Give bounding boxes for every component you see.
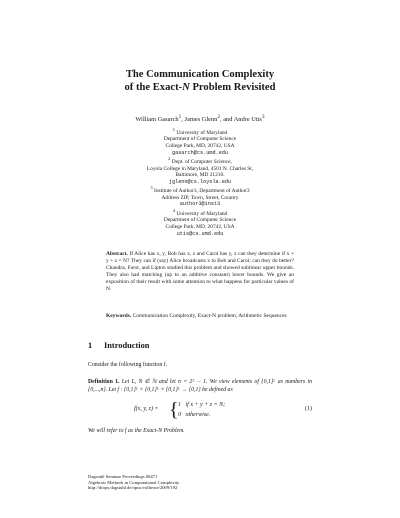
section-title: Introduction <box>104 341 150 350</box>
affiliation-2-email[interactable]: jglenn@cs.loyola.edu <box>168 178 232 185</box>
keywords-text: Communication Complexity, Exact-N problem, Arithmetic Sequences <box>132 313 287 319</box>
proceedings-footer <box>88 474 179 491</box>
definition-1 <box>88 378 312 394</box>
equation-case-1: 1 if x + y + z = N; <box>178 402 226 408</box>
definition-label: Definition 1. <box>88 379 120 385</box>
affiliation-3: $^3$ Institute of Author3, Department of Author3 Address ZIP, Town, Street, Country author3@inst3 <box>0 185 400 208</box>
keywords-label: Keywords. <box>106 313 132 319</box>
will-refer-sentence: We will refer to f as the Exact-N Problem. <box>88 428 185 434</box>
author-1: William Gasarch <box>135 116 179 124</box>
left-brace: { <box>169 399 179 421</box>
author-3: Andre Utis <box>233 116 262 124</box>
equation-case-2: 0 otherwise. <box>178 412 211 418</box>
footer-line-2: Algebraic Methods in Computational Complexity <box>88 479 180 485</box>
affiliations <box>0 127 400 237</box>
title-line-1: The Communication Complexity <box>125 69 275 80</box>
definition-text: Let L, N ∈ ℕ and let n = 2ᴸ − 1. We view elements of {0,1}ᴸ as numbers in {0,...,n}. Let f : {0,1}ᴸ × {0,1}ᴸ × {0,1}ᴸ → {0,1} be defined as <box>88 379 312 393</box>
title-line-2: of the Exact-N Problem Revisited <box>124 82 276 93</box>
affiliation-4: $^4$ University of Maryland Department of Computer Science College Park, MD, 20742, USA utis@cs.umd.edu <box>0 208 400 237</box>
section-heading <box>88 341 149 350</box>
paper-title <box>0 68 400 94</box>
author-2: James Glenn <box>184 116 218 124</box>
footer-line-1: Dagstuhl Seminar Proceedings 06471 <box>88 474 158 479</box>
section-number: 1 <box>88 341 93 350</box>
author-list: William Gasarch$^1$, James Glenn$^2$, and Andre Utis$^3$ <box>135 114 265 124</box>
affiliation-1-email[interactable]: gasarch@cs.umd.edu <box>171 149 229 156</box>
footer-url[interactable]: http://drops.dagstuhl.de/opus/volltexte/2009/192 <box>88 485 178 491</box>
equation-1 <box>134 400 312 422</box>
affiliation-1: $^1$ University of Maryland Department of Computer Science College Park, MD, 20742, USA gasarch@cs.umd.edu <box>0 127 400 156</box>
equation-lhs: f(x, y, z) = <box>134 406 159 412</box>
abstract-label: Abstract. <box>106 251 128 257</box>
equation-number: (1) <box>305 406 312 412</box>
keywords <box>106 313 294 320</box>
affiliation-4-email[interactable]: utis@cs.umd.edu <box>176 230 224 237</box>
intro-paragraph: Consider the following function f. <box>88 362 168 368</box>
affiliation-2: $^2$ Dept. of Computer Science, Loyola College in Maryland, 4501 N. Charles St, Baltimore, MD 21210. jglenn@cs.loyola.edu <box>0 156 400 185</box>
abstract-text: If Alice has x, y, Bob has x, z and Carol has y, z can they determine if x + y + z = N? They can if (say) Alice broadcasts x to Bob and Carol; can they do better? Chandra, Furst, and Lipton studied this problem and showed sublinear upper bounds. They also had matching (up to an additive constant) lower bounds. We give an exposition of their result with some attention to what happens for particular values of N. <box>106 251 294 292</box>
affiliation-3-email[interactable]: author3@inst3 <box>179 201 221 208</box>
abstract <box>106 251 294 293</box>
